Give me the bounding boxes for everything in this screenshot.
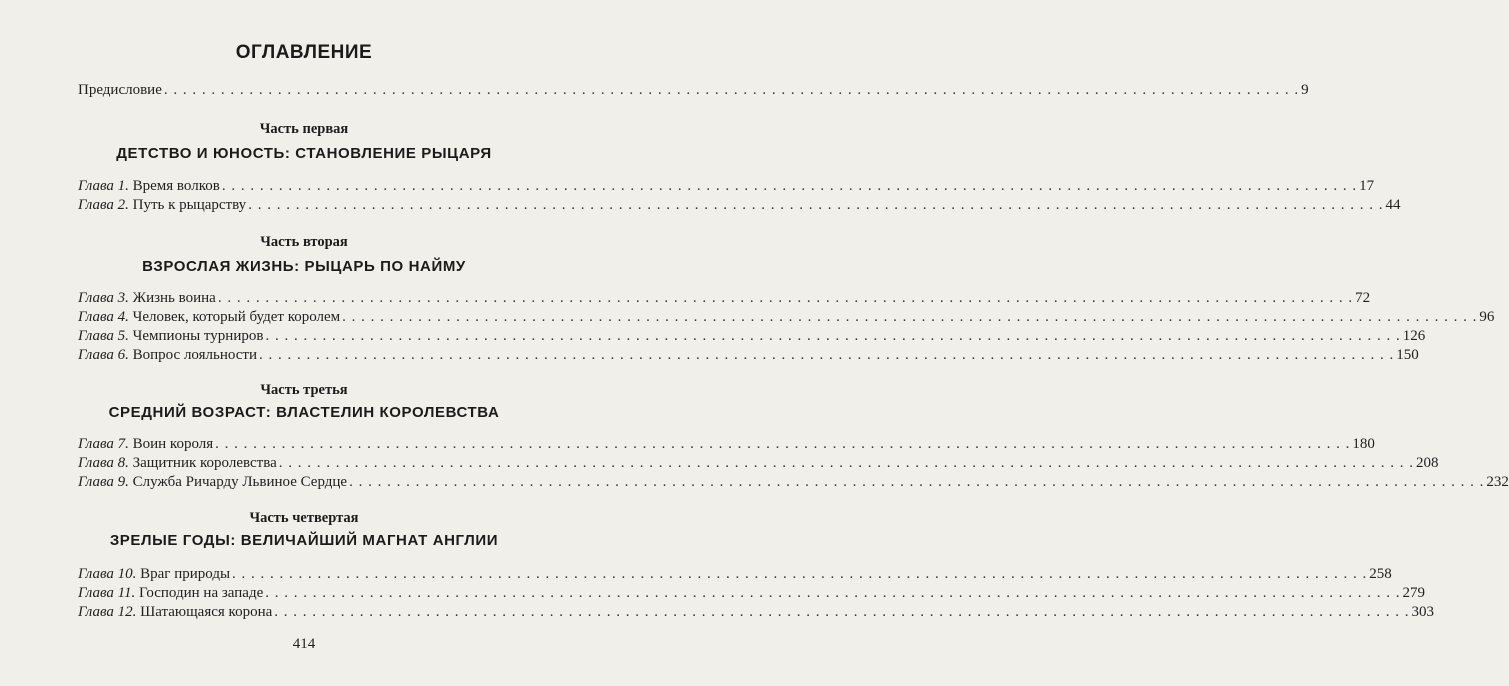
part-title: ЗРЕЛЫЕ ГОДЫ: ВЕЛИЧАЙШИЙ МАГНАТ АНГЛИИ (109, 532, 499, 549)
leader-dots: . . . . . . . . . . . . . . . . . . . . . . . . . . . . . . . . . . . . . . . . . . . . . . . . . . . . . . . . . . . . . . . . . . . . . . . . . . . . . . . . . . . . . . . . . . . . . . . . . . . . . . . . . . . . . . . . . . . . . . . . (163, 82, 1300, 98)
chapter-prefix: Глава 4. (78, 309, 129, 325)
chapter-prefix: Глава 9. (78, 474, 129, 490)
part-title: СРЕДНИЙ ВОЗРАСТ: ВЛАСТЕЛИН КОРОЛЕВСТВА (108, 404, 500, 421)
chapter-prefix: Глава 3. (78, 290, 129, 306)
chapter-title: Шатающаяся корона (140, 604, 273, 620)
leader-dots: . . . . . . . . . . . . . . . . . . . . . . . . . . . . . . . . . . . . . . . . . . . . . . . . . . . . . . . . . . . . . . . . . . . . . . . . . . . . . . . . . . . . . . . . . . . . . . . . . . . . . . . . . . . . . . . . . . . . . . . . (342, 309, 1478, 325)
leader-dots: . . . . . . . . . . . . . . . . . . . . . . . . . . . . . . . . . . . . . . . . . . . . . . . . . . . . . . . . . . . . . . . . . . . . . . . . . . . . . . . . . . . . . . . . . . . . . . . . . . . . . . . . . . . . . . . . . . . . . . . . (215, 436, 1351, 452)
leader-dots: . . . . . . . . . . . . . . . . . . . . . . . . . . . . . . . . . . . . . . . . . . . . . . . . . . . . . . . . . . . . . . . . . . . . . . . . . . . . . . . . . . . . . . . . . . . . . . . . . . . . . . . . . . . . . . . . . . . . . . . . (221, 178, 1358, 194)
chapter-title: Чемпионы турниров (132, 328, 264, 344)
chapter-prefix: Глава 8. (78, 455, 129, 471)
leader-dots: . . . . . . . . . . . . . . . . . . . . . . . . . . . . . . . . . . . . . . . . . . . . . . . . . . . . . . . . . . . . . . . . . . . . . . . . . . . . . . . . . . . . . . . . . . . . . . . . . . . . . . . . . . . . . . . . . . . . . . . . (248, 197, 1384, 213)
part-label: Часть первая (259, 121, 349, 137)
toc-entry-chapter (78, 436, 1375, 456)
page-folio: 414 (292, 636, 316, 652)
toc-entry-chapter (78, 290, 1371, 310)
page-number: 208 (1416, 455, 1439, 471)
toc-entry-chapter (78, 604, 1435, 624)
toc-entry-chapter (78, 309, 1495, 329)
toc-entry-chapter (78, 347, 1419, 367)
chapter-title: Время волков (132, 178, 220, 194)
page-number: 303 (1411, 604, 1435, 620)
chapter-title: Человек, который будет королем (132, 309, 341, 325)
chapter-title: Жизнь воина (132, 290, 216, 306)
chapter-prefix: Глава 5. (78, 328, 129, 344)
leader-dots: . . . . . . . . . . . . . . . . . . . . . . . . . . . . . . . . . . . . . . . . . . . . . . . . . . . . . . . . . . . . . . . . . . . . . . . . . . . . . . . . . . . . . . . . . . . . . . . . . . . . . . . . . . . . . . . . . . . . . . . . (278, 455, 1414, 471)
toc-entry-chapter (78, 566, 1392, 586)
page-number: 72 (1355, 290, 1371, 306)
toc-entry-chapter (78, 455, 1439, 475)
page-number: 126 (1402, 328, 1426, 344)
toc-entry-chapter (78, 328, 1426, 348)
page-number: 279 (1402, 585, 1425, 601)
chapter-prefix: Глава 1. (78, 178, 129, 194)
chapter-title: Служба Ричарду Львиное Сердце (132, 474, 348, 490)
chapter-title: Воин короля (132, 436, 214, 452)
leader-dots: . . . . . . . . . . . . . . . . . . . . . . . . . . . . . . . . . . . . . . . . . . . . . . . . . . . . . . . . . . . . . . . . . . . . . . . . . . . . . . . . . . . . . . . . . . . . . . . . . . . . . . . . . . . . . . . . . . . . . . . . (232, 566, 1368, 582)
page-number: 9 (1301, 82, 1309, 98)
chapter-prefix: Глава 11. (78, 585, 136, 601)
chapter-title: Господин на западе (139, 585, 264, 601)
chapter-title: Защитник королевства (132, 455, 277, 471)
page-number: 44 (1385, 197, 1401, 213)
chapter-title: Вопрос лояльности (132, 347, 258, 363)
part-title: ВЗРОСЛАЯ ЖИЗНЬ: РЫЦАРЬ ПО НАЙМУ (142, 258, 466, 275)
entry-title: Предисловие (78, 82, 162, 98)
part-title: ДЕТСТВО И ЮНОСТЬ: СТАНОВЛЕНИЕ РЫЦАРЯ (116, 145, 492, 162)
toc-entry-chapter (78, 178, 1375, 198)
chapter-prefix: Глава 7. (78, 436, 129, 452)
chapter-prefix: Глава 12. (78, 604, 137, 620)
toc-entry-preface (78, 82, 1309, 102)
leader-dots: . . . . . . . . . . . . . . . . . . . . . . . . . . . . . . . . . . . . . . . . . . . . . . . . . . . . . . . . . . . . . . . . . . . . . . . . . . . . . . . . . . . . . . . . . . . . . . . . . . . . . . . . . . . . . . . . . . . . . . . . (259, 347, 1395, 363)
part-label: Часть третья (260, 382, 348, 398)
page-number: 17 (1359, 178, 1375, 194)
chapter-prefix: Глава 6. (78, 347, 129, 363)
leader-dots: . . . . . . . . . . . . . . . . . . . . . . . . . . . . . . . . . . . . . . . . . . . . . . . . . . . . . . . . . . . . . . . . . . . . . . . . . . . . . . . . . . . . . . . . . . . . . . . . . . . . . . . . . . . . . . . . . . . . . . . . (349, 474, 1485, 490)
toc-entry-chapter (78, 197, 1401, 217)
part-label: Часть четвертая (249, 510, 359, 526)
toc-entry-chapter (78, 474, 1509, 494)
chapter-title: Путь к рыцарству (132, 197, 247, 213)
leader-dots: . . . . . . . . . . . . . . . . . . . . . . . . . . . . . . . . . . . . . . . . . . . . . . . . . . . . . . . . . . . . . . . . . . . . . . . . . . . . . . . . . . . . . . . . . . . . . . . . . . . . . . . . . . . . . . . . . . . . . . . . (217, 290, 1354, 306)
leader-dots: . . . . . . . . . . . . . . . . . . . . . . . . . . . . . . . . . . . . . . . . . . . . . . . . . . . . . . . . . . . . . . . . . . . . . . . . . . . . . . . . . . . . . . . . . . . . . . . . . . . . . . . . . . . . . . . . . . . . . . . . (274, 604, 1410, 620)
chapter-prefix: Глава 2. (78, 197, 129, 213)
part-label: Часть вторая (260, 234, 348, 250)
page-number: 96 (1479, 309, 1495, 325)
chapter-title: Враг природы (140, 566, 231, 582)
page-number: 150 (1396, 347, 1419, 363)
chapter-prefix: Глава 10. (78, 566, 137, 582)
page-number: 232 (1486, 474, 1509, 490)
page-number: 180 (1352, 436, 1375, 452)
leader-dots: . . . . . . . . . . . . . . . . . . . . . . . . . . . . . . . . . . . . . . . . . . . . . . . . . . . . . . . . . . . . . . . . . . . . . . . . . . . . . . . . . . . . . . . . . . . . . . . . . . . . . . . . . . . . . . . . . . . . . . . . (265, 585, 1401, 601)
page-number: 258 (1369, 566, 1392, 582)
toc-entry-chapter (78, 585, 1425, 605)
leader-dots: . . . . . . . . . . . . . . . . . . . . . . . . . . . . . . . . . . . . . . . . . . . . . . . . . . . . . . . . . . . . . . . . . . . . . . . . . . . . . . . . . . . . . . . . . . . . . . . . . . . . . . . . . . . . . . . . . . . . . . . . (265, 328, 1401, 344)
toc-title: ОГЛАВЛЕНИЕ (235, 42, 373, 63)
